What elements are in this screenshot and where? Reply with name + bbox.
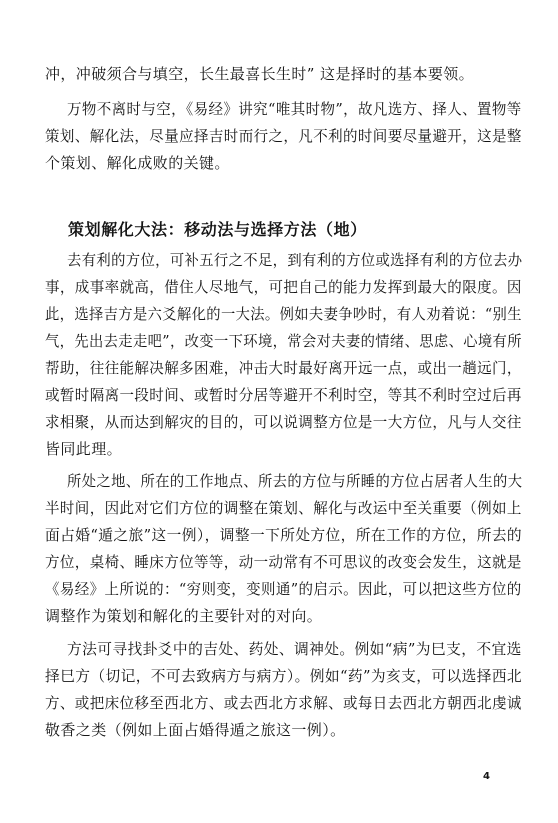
text-line: 气，先出去走走吧”，改变一下环境，常会对夫妻的情绪、思虑、心境有所 bbox=[45, 332, 522, 350]
text-line: 方、或把床位移至西北方、或去西北方求解、或每日去西北方朝西北虔诚 bbox=[45, 694, 522, 712]
text-line: 万物不离时与空，《易经》讲究“唯其时物”，故凡选方、择人、置物等 bbox=[67, 100, 522, 118]
text-line: 半时间，因此对它们方位的调整在策划、解化与改运中至关重要（例如上 bbox=[45, 499, 522, 517]
text-line: 帮助，往往能解决解多困难，冲击大时最好离开远一点，或出一趟远门， bbox=[45, 359, 522, 377]
text-line: 方位，桌椅、睡床方位等等，动一动常有不可思议的改变会发生，这就是 bbox=[45, 553, 522, 571]
text-line: 求相聚，从而达到解灾的目的，可以说调整方位是一大方位，凡与人交往 bbox=[45, 413, 522, 431]
text-line: 面占婚“遁之旅”这一例），调整一下所处方位，所在工作的方位，所去的 bbox=[45, 526, 523, 544]
text-line: 策划、解化法，尽量应择吉时而行之，凡不利的时间要尽量避开，这是整 bbox=[45, 127, 522, 145]
text-line: 择巳方（切记，不可去致病方与病方）。例如“药”为亥支，可以选择西北 bbox=[45, 667, 523, 685]
text-line: 此，选择吉方是六爻解化的一大法。例如夫妻争吵时，有人劝着说：“别生 bbox=[45, 305, 522, 323]
text-line: 所处之地、所在的工作地点、所去的方位与所睡的方位占居者人生的大 bbox=[67, 472, 523, 490]
text-line: 个策划、解化成败的关键。 bbox=[45, 154, 230, 172]
text-line: 事，成事率就高，借住人尽地气，可把自己的能力发挥到最大的限度。因 bbox=[45, 278, 522, 296]
text-line: 冲，冲破须合与填空，长生最喜长生时” 这是择时的基本要领。 bbox=[45, 65, 475, 83]
section-heading: 策划解化大法：移动法与选择方法（地） bbox=[68, 220, 367, 239]
text-line: 《易经》上所说的：“穷则变，变则通”的启示。因此，可以把这些方位的 bbox=[45, 580, 522, 598]
page-number: 4 bbox=[483, 771, 490, 782]
text-line: 调整作为策划和解化的主要针对的对向。 bbox=[45, 607, 323, 625]
text-line: 敬香之类（例如上面占婚得遁之旅这一例）。 bbox=[45, 721, 346, 739]
text-line: 或暂时隔离一段时间、或暂时分居等避开不利时空，等其不利时空过后再 bbox=[45, 386, 522, 404]
text-line: 皆同此理。 bbox=[45, 440, 123, 458]
text-line: 方法可寻找卦爻中的吉处、药处、调神处。例如“病”为巳支，不宜选 bbox=[67, 640, 522, 658]
text-line: 去有利的方位，可补五行之不足，到有利的方位或选择有利的方位去办 bbox=[67, 251, 523, 269]
